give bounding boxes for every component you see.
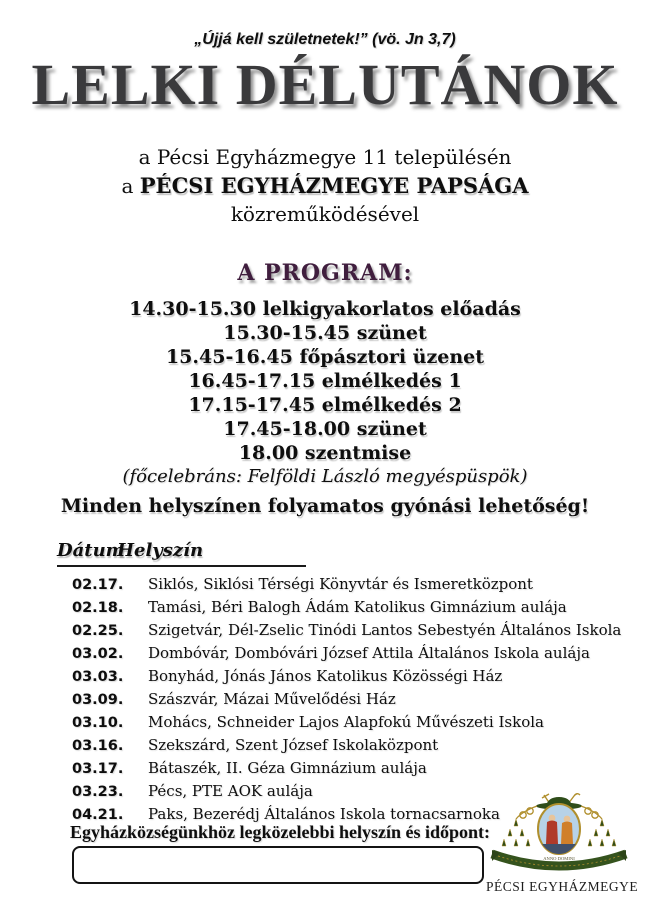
schedule-header (57, 540, 650, 562)
event-location: Szekszárd, Szent József Iskolaközpont (148, 736, 439, 754)
event-date: 02.25. (72, 623, 124, 639)
table-row (57, 619, 650, 642)
diocese-name: PÉCSI EGYHÁZMEGYE (486, 879, 639, 894)
subtitle-line-1: a Pécsi Egyházmegye 11 településén (138, 145, 512, 169)
column-header-date: Dátum (57, 540, 125, 561)
subtitle-line-2-prefix: a (121, 174, 140, 198)
table-row (57, 665, 650, 688)
program-item: 16.45-17.15 elmélkedés 1 (188, 370, 462, 392)
event-location: Bonyhád, Jónás János Katolikus Közösségi Ház (148, 667, 503, 685)
program-item: 14.30-15.30 lelkigyakorlatos előadás (129, 298, 521, 320)
crest-motto-line1: ANNO DOMINI (543, 856, 575, 861)
subtitle-line-3: közreműködésével (230, 202, 420, 226)
nearest-location-input[interactable] (72, 846, 484, 884)
event-location: Tamási, Béri Balogh Ádám Katolikus Gimnázium aulája (148, 598, 567, 616)
program-list (0, 297, 650, 465)
table-row (57, 642, 650, 665)
table-row (57, 573, 650, 596)
table-row (57, 596, 650, 619)
table-row (57, 757, 650, 780)
event-location: Szigetvár, Dél-Zselic Tinódi Lantos Sebestyén Általános Iskola (148, 621, 622, 639)
program-item: 17.15-17.45 elmélkedés 2 (188, 394, 462, 416)
event-date: 03.02. (72, 646, 124, 662)
scripture-quote: „Újjá kell születnetek!” (vö. Jn 3,7) (194, 31, 456, 48)
program-heading: A PROGRAM: (237, 260, 413, 286)
header-rule (57, 565, 306, 567)
program-item: 17.45-18.00 szünet (223, 418, 427, 440)
table-row (57, 711, 650, 734)
nearest-location-label: Egyházközségünkhöz legközelebbi helyszín és időpont: (70, 822, 491, 842)
event-date: 02.18. (72, 600, 124, 616)
schedule-table (57, 540, 650, 826)
event-date: 03.16. (72, 738, 124, 754)
event-date: 03.23. (72, 784, 124, 800)
program-item: 18.00 szentmise (238, 442, 412, 464)
event-location: Dombóvár, Dombóvári József Attila Általános Iskola aulája (148, 644, 590, 662)
event-location: Szászvár, Mázai Művelődési Ház (148, 690, 396, 708)
event-date: 02.17. (72, 577, 124, 593)
subtitle-line-2 (0, 171, 650, 201)
event-date: 03.03. (72, 669, 124, 685)
event-location: Pécs, PTE AOK aulája (148, 782, 313, 800)
event-date: 04.21. (72, 807, 124, 823)
event-location: Paks, Bezerédj Általános Iskola tornacsarnoka (148, 805, 500, 823)
event-location: Siklós, Siklósi Térségi Könyvtár és Ismeretközpont (148, 575, 533, 593)
page-title: LELKI DÉLUTÁNOK (31, 52, 619, 117)
column-header-location: Helyszín (117, 540, 204, 561)
event-date: 03.09. (72, 692, 124, 708)
crest-motto-line2: 1009 (554, 861, 564, 866)
table-row (57, 688, 650, 711)
event-location: Mohács, Schneider Lajos Alapfokú Művészeti Iskola (148, 713, 544, 731)
celebrant-note: (főcelebráns: Felföldi László megyéspüspök) (122, 466, 528, 487)
event-date: 03.17. (72, 761, 124, 777)
event-date: 03.10. (72, 715, 124, 731)
table-row (57, 734, 650, 757)
program-item: 15.30-15.45 szünet (223, 322, 427, 344)
diocese-crest-icon (486, 792, 632, 874)
subtitle-line-2-bold: PÉCSI EGYHÁZMEGYE PAPSÁGA (139, 173, 529, 198)
event-location: Bátaszék, II. Géza Gimnázium aulája (148, 759, 427, 777)
diocese-crest (486, 792, 639, 895)
confession-note: Minden helyszínen folyamatos gyónási lehetőség! (60, 495, 590, 517)
program-item: 15.45-16.45 főpásztori üzenet (165, 346, 485, 368)
subtitle-block (0, 144, 650, 228)
schedule-body (57, 573, 650, 826)
